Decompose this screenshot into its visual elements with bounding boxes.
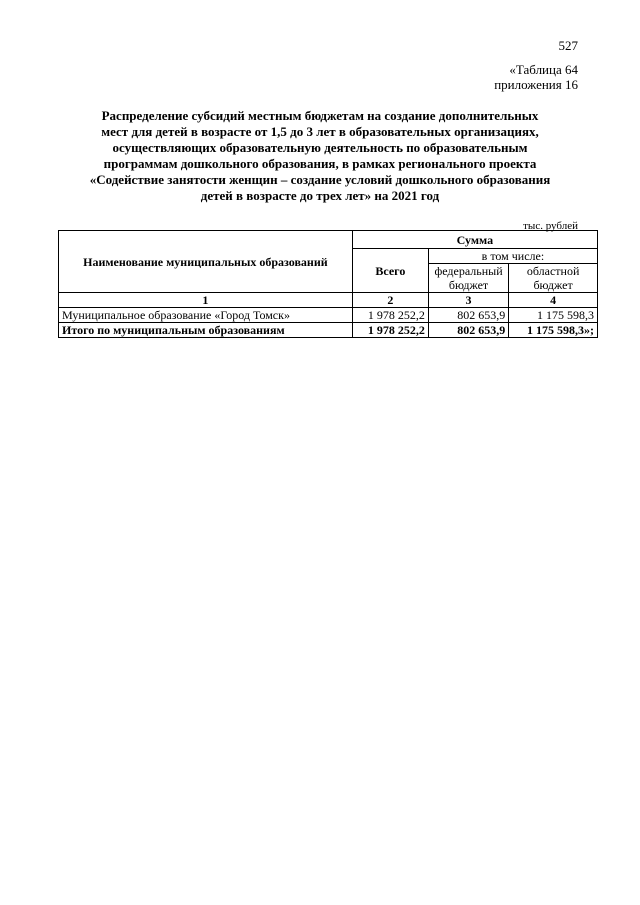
- header-sum: Сумма: [352, 231, 597, 249]
- title-line: программам дошкольного образования, в рамках регионального проекта: [103, 156, 537, 171]
- cell-totals-total: 1 978 252,2: [352, 323, 428, 338]
- title-line: «Содействие занятости женщин – создание условий дошкольного образования: [89, 172, 551, 187]
- table-reference-line2: приложения 16: [494, 77, 578, 92]
- units-label: тыс. рублей: [523, 220, 578, 232]
- cell-totals-federal: 802 653,9: [428, 323, 508, 338]
- page-number: 527: [558, 38, 578, 53]
- column-number: 1: [59, 293, 353, 308]
- document-title: [62, 108, 578, 204]
- header-regional-line2: бюджет: [533, 278, 573, 292]
- cell-totals-label: Итого по муниципальным образованиям: [59, 323, 353, 338]
- cell-regional: 1 175 598,3: [509, 308, 598, 323]
- title-line: осуществляющих образовательную деятельность по образовательным: [112, 140, 528, 155]
- header-federal-line2: бюджет: [448, 278, 489, 292]
- cell-federal: 802 653,9: [428, 308, 508, 323]
- column-number: 3: [428, 293, 508, 308]
- subsidy-table: [58, 230, 598, 338]
- header-regional: [509, 264, 598, 293]
- header-including: в том числе:: [428, 249, 597, 264]
- column-number: 4: [509, 293, 598, 308]
- header-total: Всего: [352, 249, 428, 293]
- title-line: детей в возрасте до трех лет» на 2021 год: [200, 188, 440, 203]
- title-line: Распределение субсидий местным бюджетам на создание дополнительных: [101, 108, 539, 123]
- header-municipality: Наименование муниципальных образований: [59, 231, 353, 293]
- cell-municipality: Муниципальное образование «Город Томск»: [59, 308, 353, 323]
- header-federal-line1: федеральный: [434, 264, 503, 278]
- title-line: мест для детей в возрасте от 1,5 до 3 лет в образовательных организациях,: [101, 124, 539, 139]
- totals-row: [59, 323, 598, 338]
- table-row: [59, 308, 598, 323]
- cell-total: 1 978 252,2: [352, 308, 428, 323]
- cell-totals-regional: 1 175 598,3»;: [509, 323, 598, 338]
- header-federal: [428, 264, 508, 293]
- header-regional-line1: областной: [526, 264, 580, 278]
- column-number: 2: [352, 293, 428, 308]
- table-reference-line1: «Таблица 64: [509, 62, 578, 77]
- table-reference: [494, 62, 578, 92]
